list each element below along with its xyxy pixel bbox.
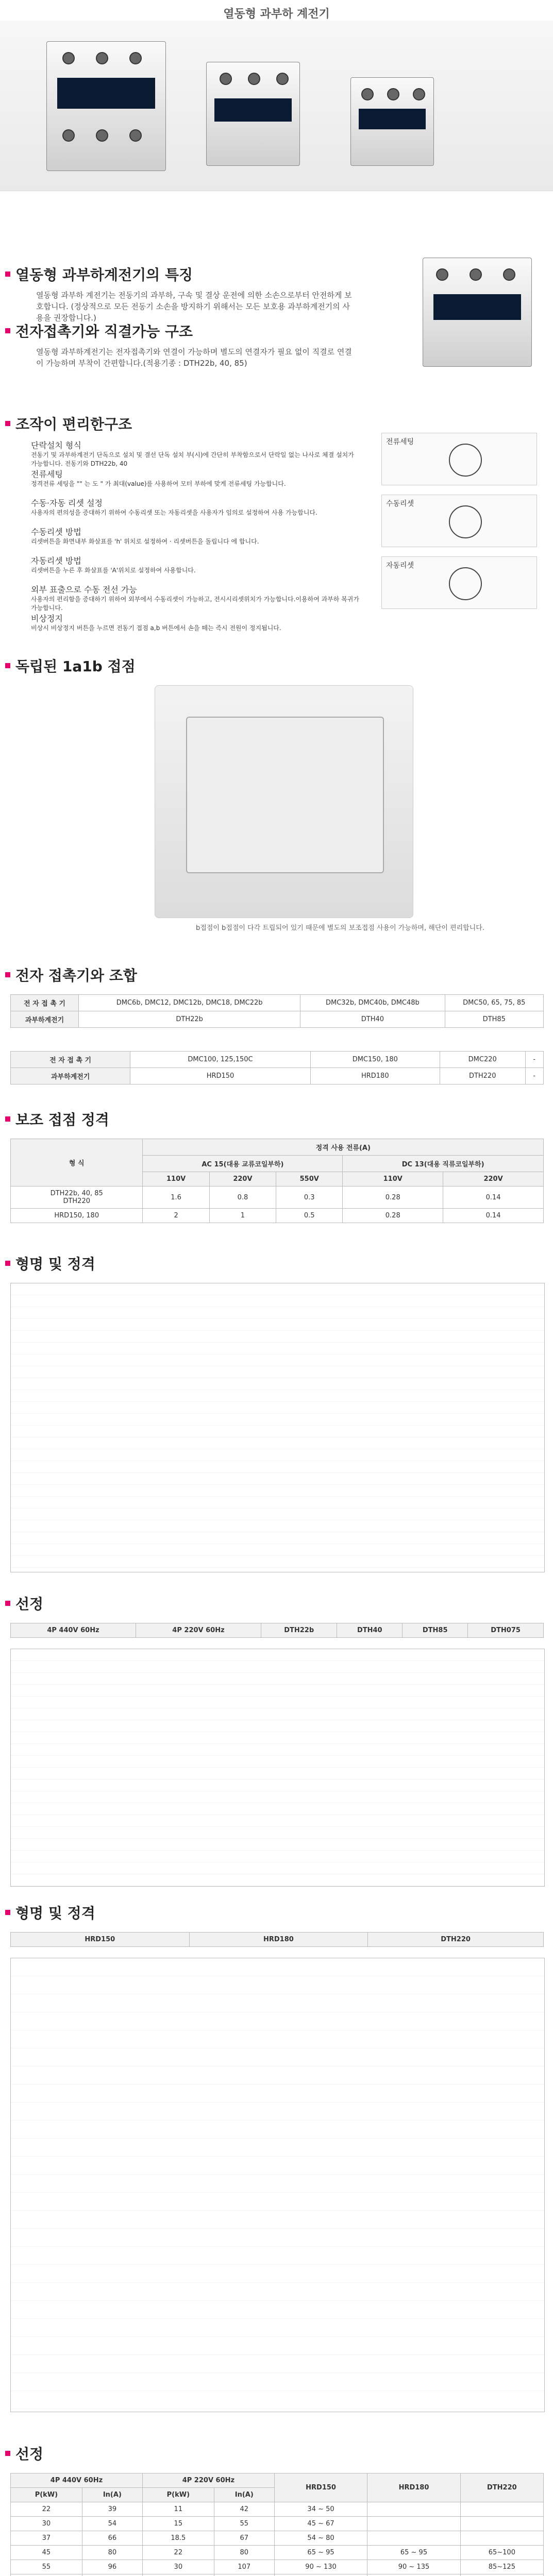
section-features-title: 열동형 과부하계전기의 특징: [15, 266, 193, 283]
table-row: [11, 1209, 544, 1223]
table-row: [11, 2574, 544, 2576]
table-cell: HRD150, 180: [11, 1209, 143, 1223]
column-header: P(kW): [142, 2488, 214, 2502]
row-label-relay: 과부하계전기: [11, 1011, 79, 1028]
section-marker-icon: [5, 272, 10, 277]
section-features-text: 열동형 과부하 계전기는 전동기의 과부하, 구속 및 결상 운전에 의한 소손으로부터 안전하게 보호합니다. (정상적으로 모든 전동기 소손을 방지하기 위해서는 모든 보호용 과부하계전기의 사용을 권장합니다.): [36, 291, 352, 323]
table-cell: 42: [214, 2502, 274, 2517]
section-model-rating-title: 형명 및 정격: [15, 1256, 95, 1273]
table-cell: DMC32b, DMC40b, DMC48b: [300, 995, 445, 1011]
column-header: HRD150: [11, 1933, 190, 1947]
screw-icon: [96, 129, 108, 142]
section-direct-connect-title: 전자접촉기와 직결가능 구조: [15, 323, 193, 340]
convenient-item-13: 비상정지: [31, 614, 63, 623]
table-cell: 30: [142, 2560, 214, 2574]
contact-caption: b접점이 b접점이 다각 트립되어 있기 때문에 별도의 보조접점 사용이 가능하며, 해단이 편리합니다.: [196, 924, 484, 932]
column-header: DTH220: [460, 2473, 543, 2502]
contactor-image: [423, 258, 532, 367]
section-aux-rating-header: [5, 1108, 109, 1130]
table-cell: 1.6: [143, 1187, 209, 1209]
section-marker-icon: [5, 2451, 10, 2456]
auto-reset-label: 자동리셋: [386, 562, 414, 570]
table-cell: 65~100: [460, 2546, 543, 2560]
table-cell: 96: [82, 2560, 142, 2574]
section-marker-icon: [5, 1601, 10, 1606]
table-cell: 45: [11, 2546, 82, 2560]
screw-icon: [129, 129, 142, 142]
table-cell: DMC220: [440, 1052, 525, 1068]
voltage-header: 110V: [143, 1172, 209, 1187]
screw-icon: [276, 73, 289, 85]
column-header: DTH85: [403, 1623, 468, 1638]
auto-dial-icon: [449, 567, 482, 600]
convenient-item-14: 비상시 비상정지 버튼을 누르면 전동기 접점 a,b 버튼에서 손을 떼는 즉시 전원이 정지됩니다.: [31, 624, 281, 632]
screw-icon: [413, 88, 425, 100]
column-header: P(kW): [11, 2488, 82, 2502]
row-label-relay: 과부하계전기: [11, 1068, 130, 1084]
table-cell: HRD180: [310, 1068, 440, 1084]
table-cell: 37: [11, 2531, 82, 2546]
aux-rating-table: [10, 1139, 544, 1223]
section-marker-icon: [5, 328, 10, 333]
voltage-header: 550V: [276, 1172, 343, 1187]
section-selection-header: [5, 1592, 43, 1615]
table-cell: [460, 2517, 543, 2531]
table-cell: [460, 2502, 543, 2517]
table-cell: [367, 2531, 460, 2546]
manual-reset-diagram: [381, 495, 537, 547]
screw-icon: [387, 88, 399, 100]
table-cell: 11: [142, 2502, 214, 2517]
column-header: 4P 440V 60Hz: [11, 2473, 143, 2488]
table-cell: 65 ~ 95: [367, 2546, 460, 2560]
convenient-item-10: 리셋버튼을 누른 후 화살표를 'A'위치로 설정하여 사용합니다.: [31, 567, 196, 574]
selection-table-1: [10, 1623, 544, 1638]
voltage-header: 220V: [443, 1172, 544, 1187]
column-header: In(A): [82, 2488, 142, 2502]
screw-icon: [96, 52, 108, 64]
contact-module-body: [186, 717, 384, 873]
relay-image-large: [46, 41, 166, 171]
table-cell: 90 ~ 135: [367, 2560, 460, 2574]
combination-table-2: [10, 1051, 544, 1084]
table-cell: 22: [11, 2502, 82, 2517]
section-selection-2-title: 선정: [15, 2446, 44, 2463]
table-cell: DTH40: [300, 1011, 445, 1028]
type-label: 형 식: [11, 1139, 143, 1187]
table-cell: [274, 2574, 367, 2576]
table-cell: 0.5: [276, 1209, 343, 1223]
table-cell: 54 ~ 80: [274, 2531, 367, 2546]
table-cell: [460, 2531, 543, 2546]
table-cell: 80: [82, 2546, 142, 2560]
table-cell: 0.3: [276, 1187, 343, 1209]
convenient-item-12: 사용자의 편리함을 증대하기 위하여 외부에서 수동리셋이 가능하고, 전시시리셋위치가 가능합니다.이용하여 과부하 복귀가 가능합니다.: [31, 596, 359, 612]
selection-table-1-body: [10, 1649, 545, 1887]
table-row: [11, 2517, 544, 2531]
table-cell: DMC50, 65, 75, 85: [445, 995, 543, 1011]
section-model-rating-header: [5, 1252, 95, 1275]
table-cell: 18.5: [142, 2531, 214, 2546]
section-direct-connect-text: 열동형 과부하계전기는 전자접촉기와 연결이 가능하며 별도의 연결자가 필요 없이 직결로 연결이 가능하며 부착이 간편합니다.(적용기종 : DTH22b, 40, 85): [36, 347, 352, 368]
section-model-rating-2-header: [5, 1901, 95, 1924]
table-cell: 65 ~ 95: [274, 2546, 367, 2560]
section-marker-icon: [5, 1116, 10, 1122]
table-cell: DTH22b, 40, 85 DTH220: [11, 1187, 143, 1209]
dc-header: DC 13(대용 직류코일부하): [343, 1156, 544, 1172]
table-row: [11, 1052, 544, 1068]
dial-icon: [449, 444, 482, 477]
screw-icon: [129, 52, 142, 64]
hero-product-image: [0, 21, 553, 191]
screw-icon: [503, 268, 515, 281]
model-rating-table-2-body: [10, 1958, 545, 2412]
table-cell: [460, 2574, 543, 2576]
table-row: [11, 2502, 544, 2517]
column-header: 4P 220V 60Hz: [136, 1623, 261, 1638]
screw-icon: [62, 52, 75, 64]
table-cell: DMC100, 125,150C: [130, 1052, 310, 1068]
section-direct-connect-header: [5, 319, 193, 342]
table-row: [11, 1011, 544, 1028]
voltage-header: 110V: [343, 1172, 443, 1187]
relay-label-plate: [214, 98, 292, 122]
table-cell: 1: [209, 1209, 276, 1223]
screw-icon: [470, 268, 482, 281]
auto-reset-diagram: [381, 556, 537, 609]
table-cell: 0.14: [443, 1209, 544, 1223]
section-convenient-title: 조작이 편리한구조: [15, 416, 132, 433]
table-cell: -: [525, 1068, 543, 1084]
section-aux-rating-title: 보조 접점 정격: [15, 1111, 109, 1128]
column-header: DTH40: [337, 1623, 403, 1638]
contact-module-image: [155, 685, 413, 918]
section-marker-icon: [5, 1261, 10, 1266]
table-row: [11, 1139, 544, 1156]
selection-table-2: [10, 2473, 544, 2576]
model-rating-table-2-header: [10, 1932, 544, 1947]
column-header: HRD180: [367, 2473, 460, 2502]
screw-icon: [436, 268, 448, 281]
table-cell: 45 ~ 67: [274, 2517, 367, 2531]
column-header: HRD150: [274, 2473, 367, 2502]
table-cell: DTH220: [440, 1068, 525, 1084]
table-cell: HRD150: [130, 1068, 310, 1084]
convenient-item-8: 리셋버튼을 화면내부 화살표를 'h' 위치로 설정하여 · 리셋버튼을 돌립니다 에 합니다.: [31, 538, 259, 545]
table-row: [11, 2531, 544, 2546]
screw-icon: [62, 129, 75, 142]
section-combination-header: [5, 963, 137, 986]
section-features-header: [5, 263, 193, 285]
table-cell: [214, 2574, 274, 2576]
combination-table: [10, 994, 544, 1028]
column-header: DTH075: [468, 1623, 544, 1638]
ac-header: AC 15(대용 교류코일부하): [143, 1156, 343, 1172]
section-model-rating-2-title: 형명 및 정격: [15, 1905, 95, 1922]
table-cell: 34 ~ 50: [274, 2502, 367, 2517]
relay-image-medium: [206, 62, 300, 166]
reset-dial-icon: [449, 505, 482, 538]
convenient-item-4: 정격전류 세팅을 "" 는 도 " 가 최대(value)를 사용하여 모터 부하에 맞게 전류세팅 가능합니다.: [31, 480, 286, 487]
table-row: [11, 2546, 544, 2560]
convenient-item-7: 수동리셋 방법: [31, 527, 81, 537]
section-contact-title: 독립된 1a1b 접점: [15, 658, 136, 675]
section-selection-2-header: [5, 2442, 43, 2465]
column-header: DTH220: [368, 1933, 544, 1947]
section-selection-title: 선정: [15, 1596, 44, 1613]
row-label-contactor: 전 자 접 촉 기: [11, 1052, 130, 1068]
table-cell: 90 ~ 130: [274, 2560, 367, 2574]
relay-label-plate: [359, 109, 426, 129]
convenient-item-1: 단락설치 형식: [31, 440, 81, 450]
table-cell: [367, 2517, 460, 2531]
table-cell: 67: [214, 2531, 274, 2546]
relay-label-plate: [433, 294, 521, 320]
table-cell: 66: [82, 2531, 142, 2546]
table-cell: 22: [142, 2546, 214, 2560]
page-title: 열동형 과부하 계전기: [223, 8, 330, 21]
convenient-item-6: 사용자의 편의성을 증대하기 위하여 수동리셋 또는 자동리셋을 사용자가 임의로 설정하여 사용 가능합니다.: [31, 509, 317, 516]
screw-icon: [220, 73, 232, 85]
table-cell: DMC6b, DMC12, DMC12b, DMC18, DMC22b: [79, 995, 300, 1011]
current-setting-label: 전류세팅: [386, 438, 414, 446]
convenient-item-2: 전동기 및 과부하계전기 단독으로 설치 및 결선 단독 설치 부(시)에 간단히 부착함으로서 단락일 없는 나사로 체결 설치가 가능합니다. 전동기와 DTH22b, 40: [31, 451, 354, 467]
column-header: 4P 220V 60Hz: [142, 2473, 274, 2488]
table-cell: 55: [214, 2517, 274, 2531]
screw-icon: [248, 73, 260, 85]
table-cell: [82, 2574, 142, 2576]
table-cell: 85~125: [460, 2560, 543, 2574]
convenient-item-5: 수동·자동 리셋 설정: [31, 498, 103, 508]
manual-reset-label: 수동리셋: [386, 500, 414, 508]
column-header: HRD180: [189, 1933, 368, 1947]
table-cell: 0.14: [443, 1187, 544, 1209]
table-row: [11, 1623, 544, 1638]
table-cell: [367, 2502, 460, 2517]
table-cell: 0.28: [343, 1187, 443, 1209]
table-cell: DTH22b: [79, 1011, 300, 1028]
table-cell: DTH85: [445, 1011, 543, 1028]
row-label-contactor: 전 자 접 촉 기: [11, 995, 79, 1011]
table-cell: 15: [142, 2517, 214, 2531]
section-contact-header: [5, 654, 136, 677]
section-combination-title: 전자 접촉기와 조합: [15, 967, 137, 984]
section-marker-icon: [5, 972, 10, 977]
section-marker-icon: [5, 663, 10, 668]
column-header: DTH22b: [261, 1623, 337, 1638]
table-cell: DMC150, 180: [310, 1052, 440, 1068]
table-row: [11, 1187, 544, 1209]
convenient-item-11: 외부 표출으로 수동 전선 가능: [31, 585, 137, 595]
relay-image-small: [350, 77, 434, 166]
table-cell: 54: [82, 2517, 142, 2531]
table-cell: [367, 2574, 460, 2576]
section-convenient-header: [5, 412, 132, 435]
section-marker-icon: [5, 1910, 10, 1915]
table-cell: 80: [214, 2546, 274, 2560]
convenient-item-9: 자동리셋 방법: [31, 556, 81, 566]
relay-label-plate: [57, 78, 155, 109]
table-cell: 0.8: [209, 1187, 276, 1209]
column-header: In(A): [214, 2488, 274, 2502]
table-row: [11, 2560, 544, 2574]
voltage-header: 220V: [209, 1172, 276, 1187]
top-banner: [0, 0, 553, 21]
table-cell: 2: [143, 1209, 209, 1223]
table-cell: 107: [214, 2560, 274, 2574]
column-header: 4P 440V 60Hz: [11, 1623, 136, 1638]
table-cell: 0.28: [343, 1209, 443, 1223]
screw-icon: [361, 88, 374, 100]
table-row: [11, 995, 544, 1011]
table-cell: [142, 2574, 214, 2576]
section-marker-icon: [5, 421, 10, 426]
table-cell: 30: [11, 2517, 82, 2531]
group-header: 정격 사용 전류(A): [143, 1139, 544, 1156]
table-row: [11, 2473, 544, 2488]
table-row: [11, 1068, 544, 1084]
table-cell: 39: [82, 2502, 142, 2517]
table-cell: [11, 2574, 82, 2576]
current-setting-diagram: [381, 433, 537, 485]
table-row: [11, 1933, 544, 1947]
convenient-item-3: 전류세팅: [31, 469, 63, 479]
table-cell: -: [525, 1052, 543, 1068]
model-rating-table-1: [10, 1283, 545, 1572]
table-cell: 55: [11, 2560, 82, 2574]
